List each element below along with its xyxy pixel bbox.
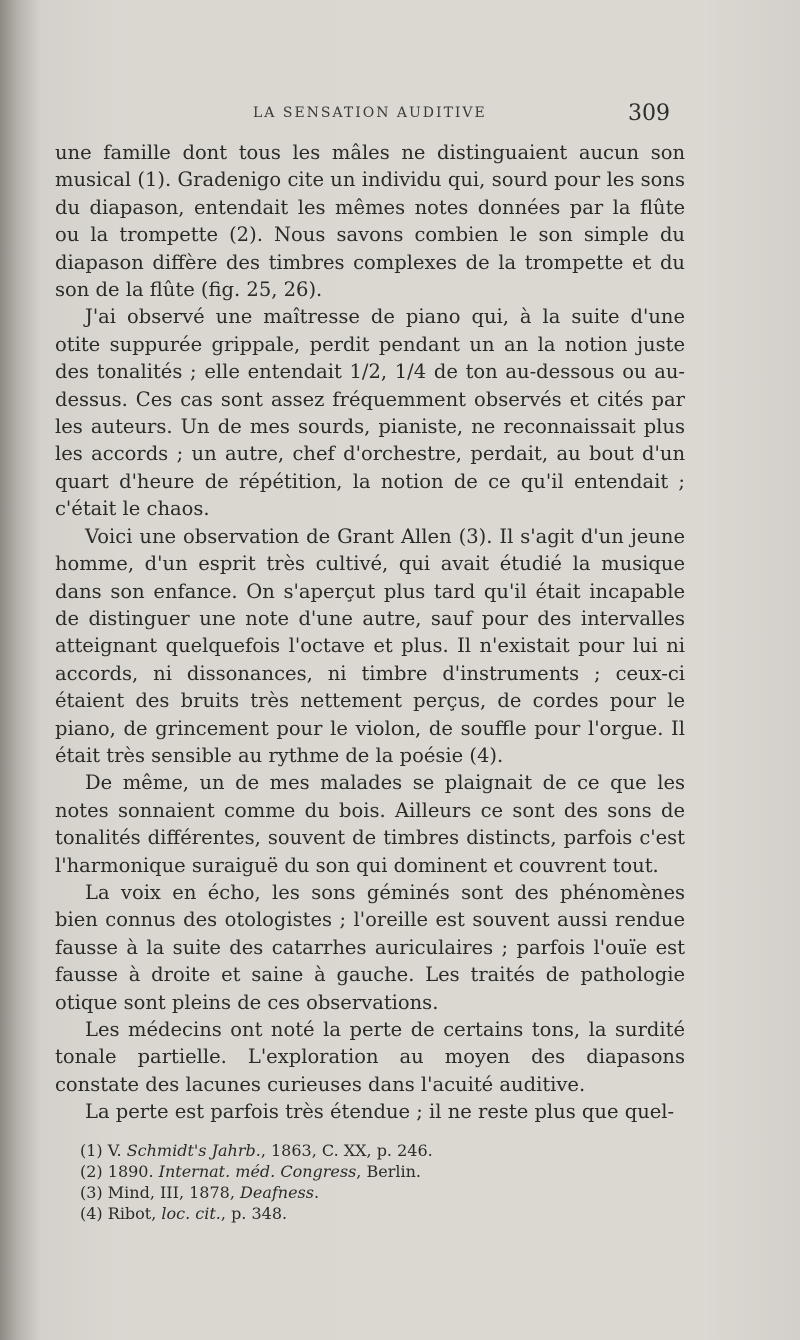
footnote-number: (1): [80, 1141, 103, 1160]
footnote-title: Deafness: [240, 1183, 314, 1202]
footnote-text: , p. 348.: [220, 1204, 288, 1223]
page-number: 309: [628, 101, 670, 126]
page-header: [0, 103, 800, 133]
footnote: [80, 1161, 640, 1182]
footnote-text: Mind, III, 1878,: [107, 1183, 241, 1202]
footnote-text: , 1863, C. XX, p. 246.: [260, 1141, 433, 1160]
footnote-text: , Berlin.: [356, 1162, 421, 1181]
paragraph: J'ai observé une maîtresse de piano qui, à la suite d'une otite suppurée grippale, perdit pendant un an la notion juste des tonalités ; elle entendait 1/2, 1/4 de ton au-dessous ou au-dessus. Ces cas sont assez fréquemment observés et cités par les auteurs. Un de mes sourds, pianiste, ne reconnaissait plus les accords ; un autre, chef d'orchestre, perdait, au bout d'un quart d'heure de répétition, la notion de ce qu'il entendait ; c'était le chaos.: [55, 305, 685, 521]
footnote: [80, 1182, 640, 1203]
paragraph: De même, un de mes malades se plaignait de ce que les notes sonnaient comme du bois. Ailleurs ce sont des sons de tonalités différentes, souvent de timbres distincts, parfois c'est l'harmonique suraiguë du son qui dominent et couvrent tout.: [55, 771, 685, 877]
footnotes: [80, 1140, 640, 1224]
running-title: LA SENSATION AUDITIVE: [253, 105, 487, 121]
footnote-number: (3): [80, 1183, 103, 1202]
footnote-title: Internat. méd. Congress: [158, 1162, 357, 1181]
paragraph: Les médecins ont noté la perte de certains tons, la surdité tonale partielle. L'exploration au moyen des diapasons constate des lacunes curieuses dans l'acuité auditive.: [55, 1018, 685, 1096]
paragraph: La perte est parfois très étendue ; il ne reste plus que quel-: [85, 1100, 675, 1124]
footnote-number: (4): [80, 1204, 103, 1223]
paragraph: Voici une observation de Grant Allen (3). Il s'agit d'un jeune homme, d'un esprit très cultivé, qui avait étudié la musique dans son enfance. On s'aperçut plus tard qu'il était incapable de distinguer une note d'une autre, sauf pour des intervalles atteignant quelquefois l'octave et plus. Il n'existait pour lui ni accords, ni dissonances, ni timbre d'instruments ; ceux-ci étaient des bruits très nettement perçus, de cordes pour le piano, de grincement pour le violon, de souffle pour l'orgue. Il était très sensible au rythme de la poésie (4).: [55, 524, 685, 767]
paragraph: La voix en écho, les sons géminés sont des phénomènes bien connus des otologistes ; l'oreille est souvent aussi rendue fausse à la suite des catarrhes auriculaires ; parfois l'ouïe est fausse à droite et saine à gauche. Les traités de pathologie otique sont pleins de ces observations.: [55, 880, 685, 1014]
footnote-title: loc. cit.: [161, 1204, 221, 1223]
footnote-number: (2): [80, 1162, 103, 1181]
footnote: [80, 1140, 640, 1161]
paragraph: une famille dont tous les mâles ne distinguaient aucun son musical (1). Gradenigo cite un individu qui, sourd pour les sons du diapason, entendait les mêmes notes données par la flûte ou la trompette (2). Nous savons combien le son simple du diapason diffère des timbres complexes de la trompette et du son de la flûte (fig. 25, 26).: [55, 141, 685, 302]
footnote-text: .: [313, 1183, 320, 1202]
footnote-text: V.: [107, 1141, 127, 1160]
footnote-text: 1890.: [107, 1162, 159, 1181]
body-text: [55, 139, 685, 1126]
footnote-text: Ribot,: [107, 1204, 162, 1223]
footnote-title: Schmidt's Jahrb.: [126, 1141, 261, 1160]
footnote: [80, 1203, 640, 1224]
